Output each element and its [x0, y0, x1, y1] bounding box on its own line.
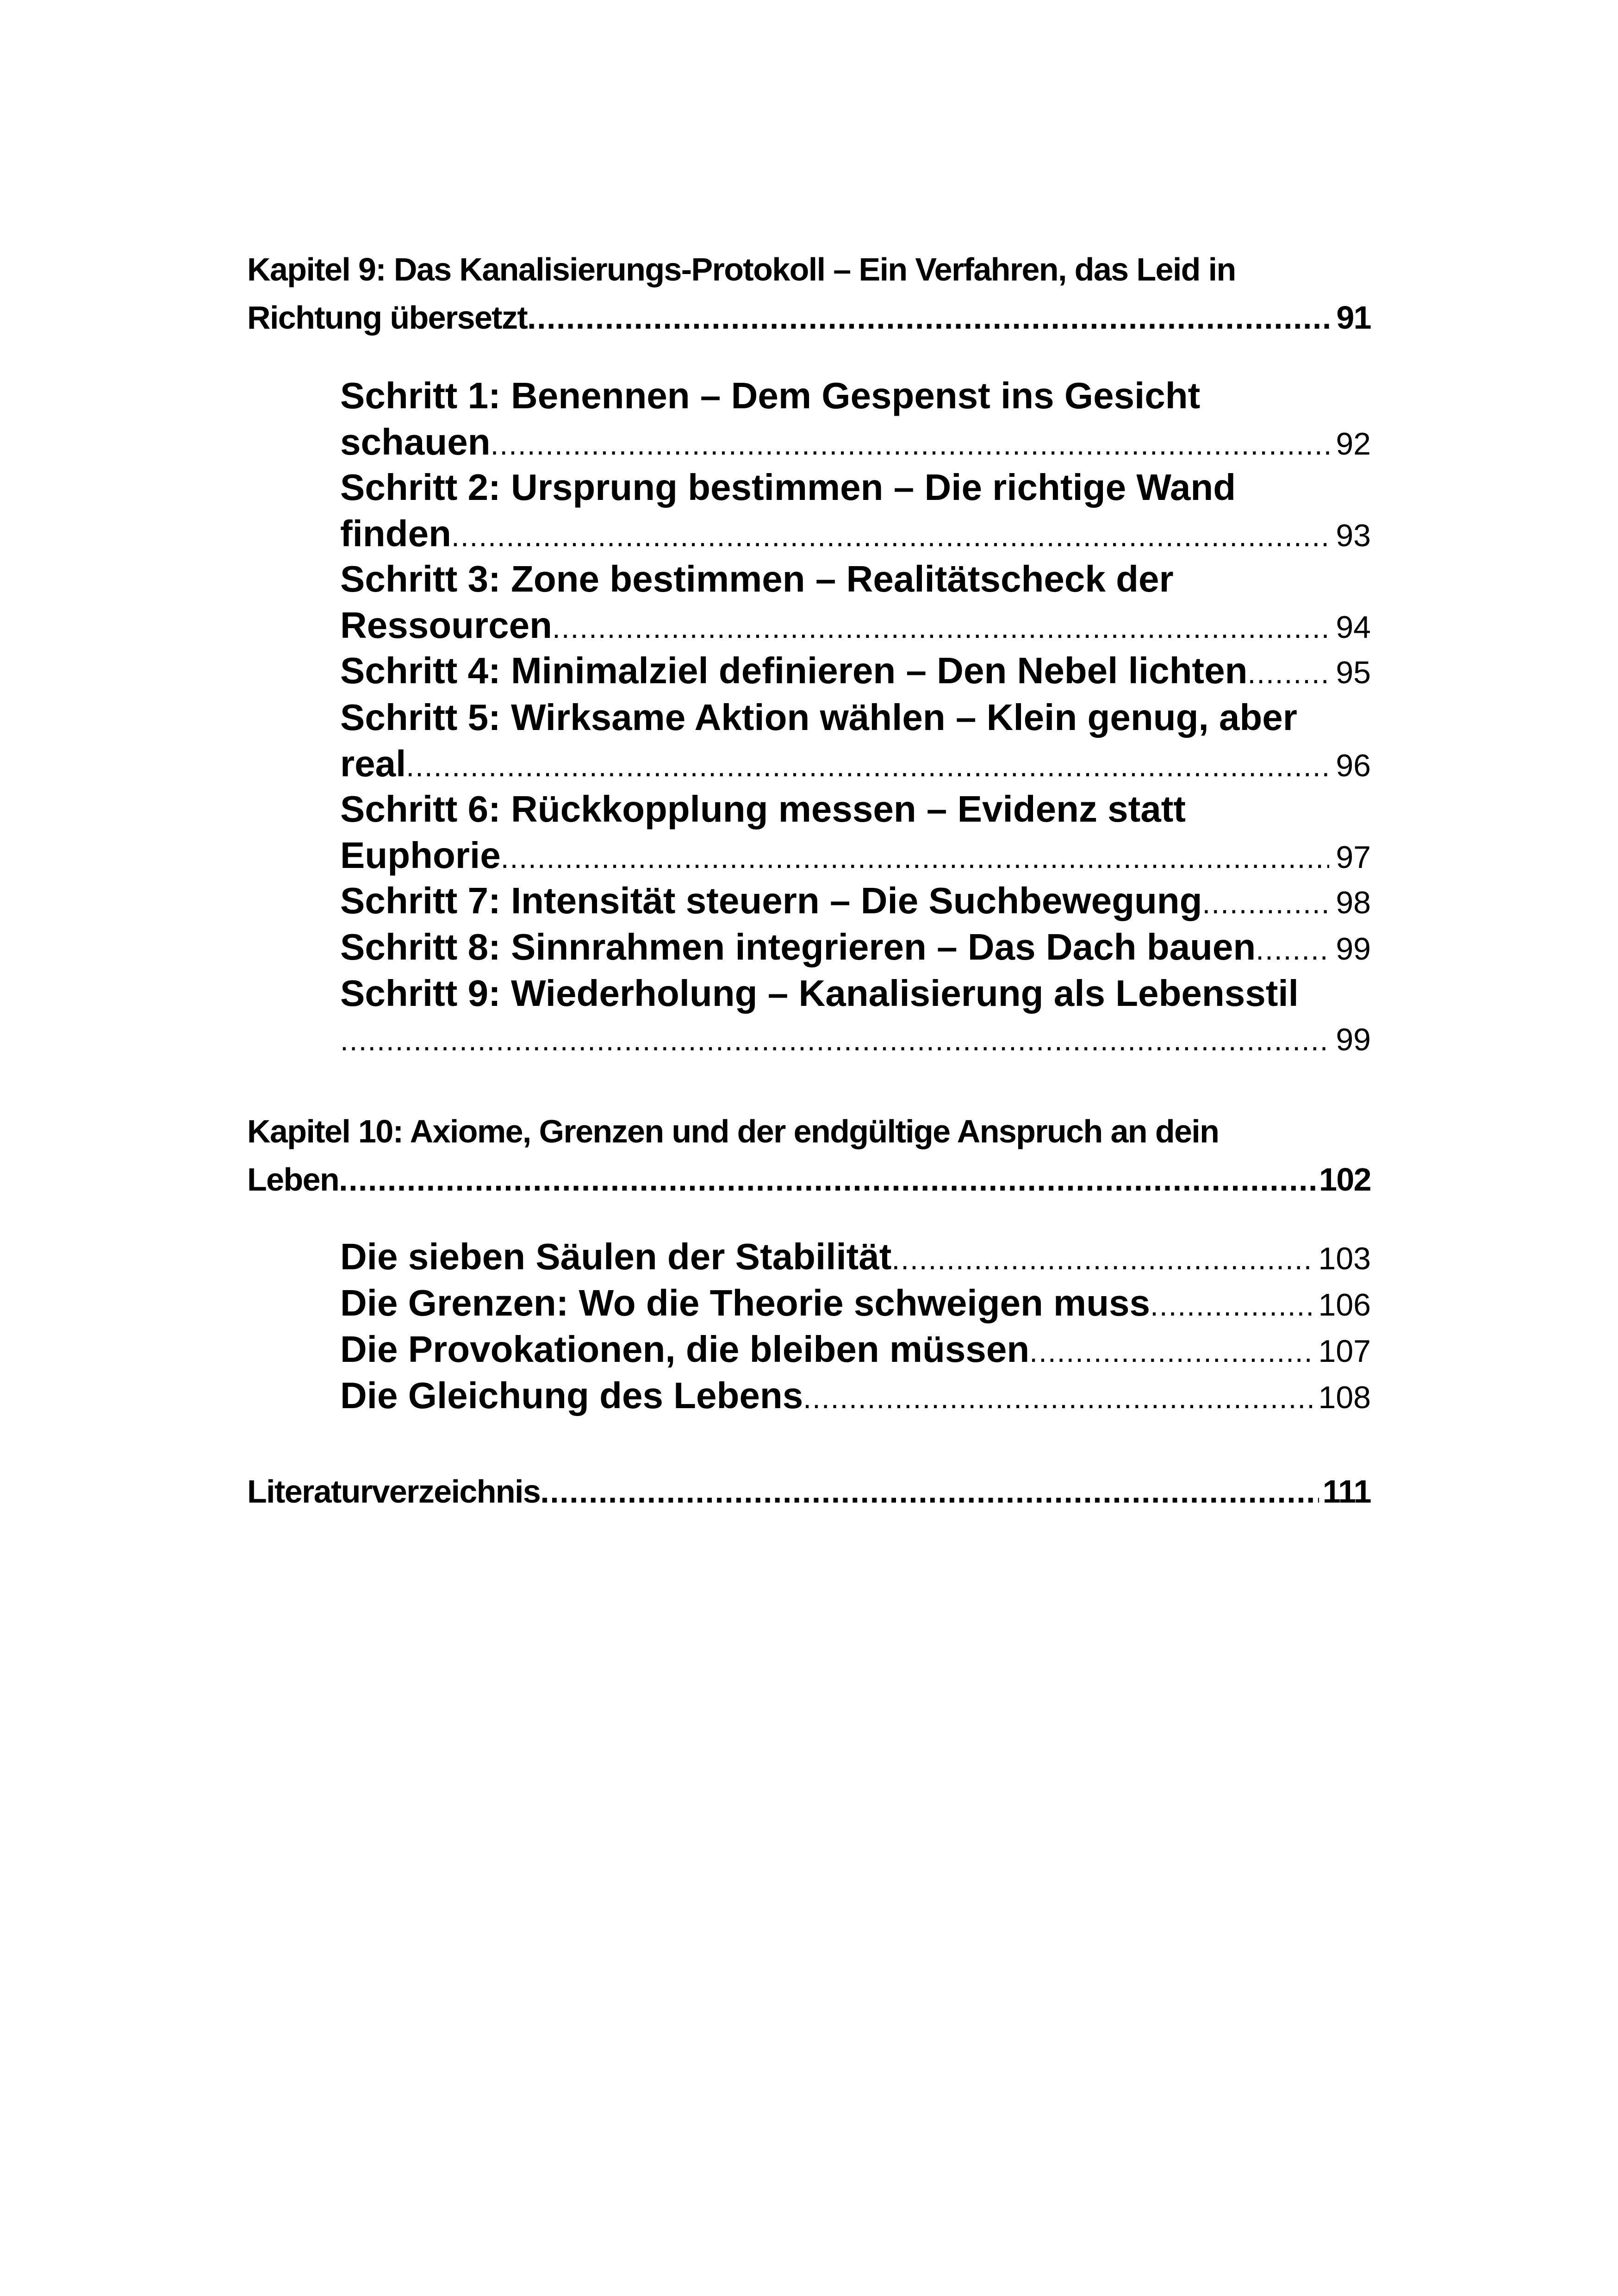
dot-leader — [340, 1017, 1329, 1063]
step-title-line-1: Schritt 9: Wiederholung – Kanalisierung als Lebensstil — [340, 973, 1299, 1014]
dot-leader — [339, 1155, 1315, 1204]
chapter-title-line-2: Leben — [247, 1161, 339, 1198]
toc-step-2[interactable] — [340, 464, 1371, 557]
toc-step-6[interactable] — [340, 786, 1371, 879]
dot-leader — [527, 293, 1332, 342]
toc-section-1[interactable] — [340, 1234, 1371, 1280]
step-title-line-2: Euphorie — [340, 835, 501, 876]
dot-leader — [1202, 880, 1330, 924]
step-page-number: 94 — [1336, 610, 1371, 645]
toc-step-4[interactable] — [340, 648, 1371, 694]
section-title-row — [340, 1280, 1371, 1326]
step-title-row — [340, 924, 1371, 970]
step-page-number: 92 — [1336, 426, 1371, 462]
step-page-number: 95 — [1336, 655, 1371, 690]
section-title-row — [340, 1373, 1371, 1419]
dot-leader — [491, 421, 1330, 465]
step-title: Schritt 4: Minimalziel definieren – Den Nebel lichten — [340, 650, 1248, 691]
toc-section-2[interactable] — [340, 1280, 1371, 1326]
step-page-number: 97 — [1336, 840, 1371, 875]
step-title-row — [340, 878, 1371, 924]
chapter-title-line-2-row — [247, 293, 1371, 342]
step-title-line-2-row — [340, 832, 1371, 879]
dot-leader — [1256, 926, 1329, 970]
step-page-number: 98 — [1336, 885, 1371, 920]
step-title-line-2-row — [340, 419, 1371, 465]
dot-leader — [891, 1236, 1312, 1280]
chapter-title-line-1: Kapitel 10: Axiome, Grenzen und der endgültige Anspruch an dein — [247, 1113, 1219, 1149]
dot-leader — [1247, 650, 1329, 694]
chapter-page-number: 91 — [1336, 299, 1371, 336]
toc-section-3[interactable] — [340, 1326, 1371, 1373]
chapter-page-number: 102 — [1319, 1161, 1371, 1198]
step-title: Schritt 8: Sinnrahmen integrieren – Das Dach bauen — [340, 926, 1256, 967]
chapter-title-line-1: Kapitel 9: Das Kanalisierungs-Protokoll – Ein Verfahren, das Leid in — [247, 251, 1236, 287]
toc-step-5[interactable] — [340, 694, 1371, 787]
section-page-number: 106 — [1318, 1287, 1371, 1323]
toc-chapter-9[interactable] — [247, 245, 1371, 342]
dot-leader — [1029, 1329, 1312, 1373]
step-page-number: 93 — [1336, 518, 1371, 553]
section-title-row — [340, 1326, 1371, 1373]
section-title-row — [340, 1234, 1371, 1280]
step-title-line-1: Schritt 6: Rückkopplung messen – Evidenz statt — [340, 788, 1186, 830]
section-page-number: 107 — [1318, 1334, 1371, 1369]
step-title-line-2-row — [340, 741, 1371, 787]
dot-leader — [501, 835, 1330, 879]
toc-chapter-10[interactable] — [247, 1107, 1371, 1204]
dot-leader — [803, 1375, 1312, 1419]
toc-step-7[interactable] — [340, 878, 1371, 924]
step-title-line-2-row — [340, 1017, 1371, 1063]
step-title-line-1: Schritt 5: Wirksame Aktion wählen – Klein genug, aber — [340, 697, 1297, 738]
section-title: Die sieben Säulen der Stabilität — [340, 1236, 892, 1277]
dot-leader — [540, 1467, 1319, 1516]
step-title-line-2-row — [340, 602, 1371, 649]
bibliography-row — [247, 1467, 1371, 1516]
section-page-number: 108 — [1318, 1380, 1371, 1415]
step-page-number: 96 — [1336, 748, 1371, 783]
step-title-line-2: schauen — [340, 421, 491, 462]
step-title-line-2: finden — [340, 513, 451, 554]
chapter-title-line-2: Richtung übersetzt — [247, 299, 528, 336]
step-title-row — [340, 648, 1371, 694]
section-title: Die Provokationen, die bleiben müssen — [340, 1329, 1030, 1370]
toc-step-1[interactable] — [340, 373, 1371, 465]
dot-leader — [451, 513, 1329, 557]
bibliography-title: Literaturverzeichnis — [247, 1473, 541, 1510]
toc-step-9[interactable] — [340, 970, 1371, 1063]
step-title: Schritt 7: Intensität steuern – Die Suchbewegung — [340, 880, 1202, 921]
step-page-number: 99 — [1336, 931, 1371, 967]
dot-leader — [1150, 1282, 1312, 1326]
step-title-line-2-row — [340, 511, 1371, 557]
toc-step-3[interactable] — [340, 556, 1371, 649]
bibliography-page-number: 111 — [1322, 1473, 1371, 1510]
step-title-line-2: real — [340, 743, 406, 784]
section-title: Die Gleichung des Lebens — [340, 1375, 803, 1416]
toc-step-8[interactable] — [340, 924, 1371, 970]
step-title-line-1: Schritt 3: Zone bestimmen – Realitätscheck der — [340, 558, 1174, 599]
chapter-title-line-2-row — [247, 1155, 1371, 1204]
toc-bibliography[interactable] — [247, 1467, 1371, 1516]
section-title: Die Grenzen: Wo die Theorie schweigen muss — [340, 1282, 1151, 1323]
step-title-line-1: Schritt 2: Ursprung bestimmen – Die richtige Wand — [340, 467, 1236, 508]
step-title-line-2: Ressourcen — [340, 605, 552, 646]
toc-section-4[interactable] — [340, 1373, 1371, 1419]
section-page-number: 103 — [1318, 1241, 1371, 1276]
step-page-number: 99 — [1336, 1022, 1371, 1057]
dot-leader — [406, 743, 1329, 787]
dot-leader — [552, 605, 1329, 649]
step-title-line-1: Schritt 1: Benennen – Dem Gespenst ins Gesicht — [340, 375, 1201, 416]
